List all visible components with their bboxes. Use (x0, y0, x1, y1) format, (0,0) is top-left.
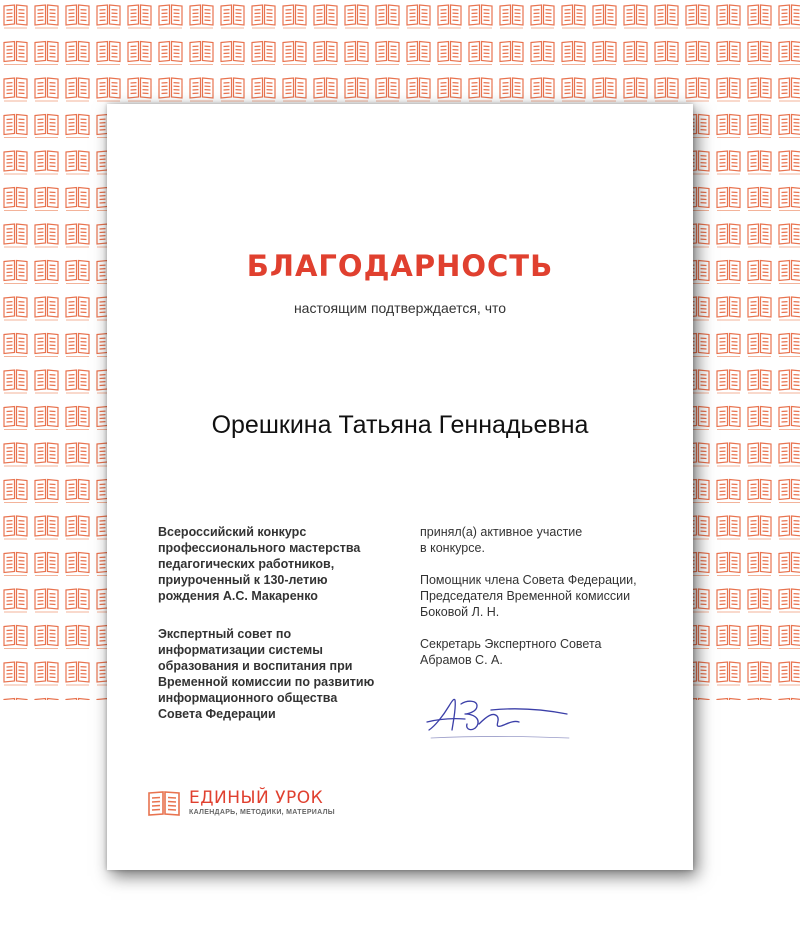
secretary-signatory: Секретарь Экспертного Совета Абрамов С. А. (420, 637, 602, 667)
edinyi-urok-logo (147, 788, 407, 822)
logo-name: ЕДИНЫЙ УРОК (189, 788, 324, 808)
certificate-title: БЛАГОДАРНОСТЬ (246, 249, 554, 283)
contest-description: Всероссийский конкурс профессионального мастерства педагогических работников, приуроченный к 130-летию рождения А.С. Макаренко (158, 525, 361, 603)
recipient-name: Орешкина Татьяна Геннадьевна (211, 411, 589, 439)
left-column (158, 524, 403, 744)
participation-text: принял(а) активное участие в конкурсе. (420, 525, 583, 555)
certificate-sheet (107, 104, 693, 870)
open-book-icon (147, 790, 181, 818)
logo-tagline: КАЛЕНДАРЬ, МЕТОДИКИ, МАТЕРИАЛЫ (189, 809, 335, 816)
certificate-subtitle: настоящим подтверждается, что (293, 300, 507, 316)
council-description: Экспертный совет по информатизации системы образования и воспитания при Временной комиссии по развитию информационного общества Совета Федерации (158, 627, 375, 721)
right-column (420, 524, 670, 684)
handwritten-signature (421, 686, 571, 746)
assistant-signatory: Помощник члена Совета Федерации, Председателя Временной комиссии Боковой Л. Н. (420, 573, 637, 619)
